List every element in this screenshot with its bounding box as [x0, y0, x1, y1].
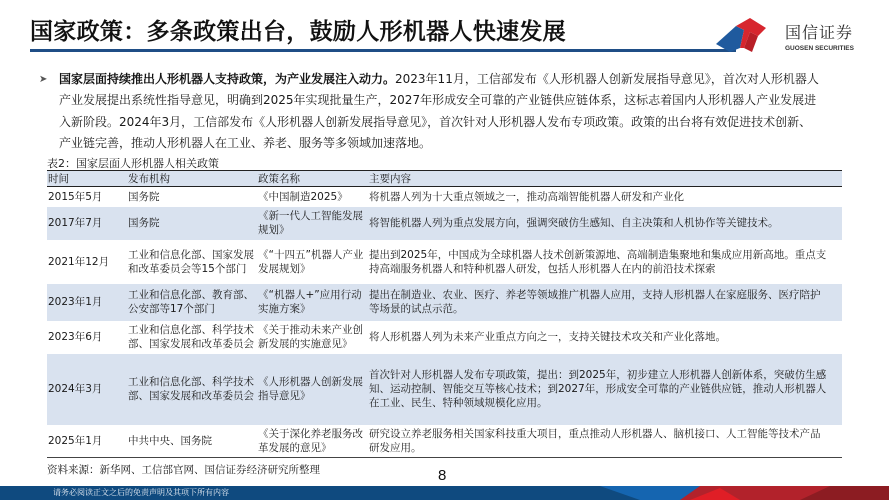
cell-policy: 《关于深化养老服务改革发展的意见》 — [257, 425, 368, 458]
table-row — [47, 425, 842, 458]
table-row — [47, 207, 842, 240]
cell-time: 2023年1月 — [47, 284, 127, 321]
summary-lead: 国家层面持续推出人形机器人支持政策，为产业发展注入动力。 — [59, 72, 396, 86]
summary-paragraph — [39, 69, 819, 154]
logo-name-cn: 国信证券 — [785, 23, 854, 42]
header-policy: 政策名称 — [257, 171, 368, 187]
cell-policy: 《“机器人+”应用行动实施方案》 — [257, 284, 368, 321]
table-row — [47, 354, 842, 425]
cell-issuer: 国务院 — [128, 190, 160, 203]
title-underline — [30, 49, 736, 52]
page-number: 8 — [438, 467, 447, 484]
table-row — [47, 284, 842, 321]
policy-table — [47, 170, 842, 458]
table-row — [47, 240, 842, 284]
cell-policy: 《中国制造2025》 — [258, 190, 348, 203]
cell-time: 2024年3月 — [47, 354, 127, 425]
table-caption: 表2：国家层面人形机器人相关政策 — [47, 157, 219, 170]
cell-content: 提出在制造业、农业、医疗、养老等领域推广机器人应用，支持人形机器人在家庭服务、医疗陪护等场景的试点示范。 — [368, 284, 842, 321]
table-source: 资料来源：新华网、工信部官网、国信证券经济研究所整理 — [47, 464, 320, 476]
cell-issuer: 国务院 — [127, 207, 257, 240]
footer-disclaimer: 请务必阅读正文之后的免责声明及其项下所有内容 — [53, 488, 229, 497]
logo-name-en: GUOSEN SECURITIES — [785, 45, 854, 52]
guosen-logo-icon — [714, 18, 780, 54]
cell-time: 2021年12月 — [48, 255, 110, 268]
header-issuer: 发布机构 — [127, 171, 257, 187]
cell-issuer: 中共中央、国务院 — [127, 425, 257, 458]
page-title: 国家政策：多条政策出台，鼓励人形机器人快速发展 — [30, 19, 566, 45]
cell-policy: 《人形机器人创新发展指导意见》 — [257, 354, 368, 425]
header-time: 时间 — [47, 171, 127, 187]
table-header-row — [47, 171, 842, 187]
cell-content: 研究设立养老服务相关国家科技重大项目，重点推动人形机器人、脑机接口、人工智能等技术产品研发应用。 — [368, 425, 842, 458]
cell-issuer: 工业和信息化部、科学技术部、国家发展和改革委员会 — [128, 324, 254, 350]
guosen-logo — [706, 14, 856, 54]
cell-content: 将机器人列为十大重点领域之一，推动高端智能机器人研发和产业化 — [369, 190, 684, 203]
cell-time: 2025年1月 — [47, 425, 127, 458]
footer-bar — [0, 486, 889, 500]
cell-policy: 《“十四五”机器人产业发展规划》 — [258, 248, 364, 275]
cell-policy: 《新一代人工智能发展规划》 — [257, 207, 368, 240]
cell-time: 2023年6月 — [48, 331, 103, 343]
cell-content: 首次针对人形机器人发布专项政策，提出：到2025年，初步建立人形机器人创新体系，突破仿生感知、运动控制、智能交互等核心技术；到2027年，形成安全可靠的产业链供应链，推动人形机器人在工业、民生、特种领域规模化应用。 — [368, 354, 842, 425]
header-content: 主要内容 — [368, 171, 842, 187]
cell-issuer: 工业和信息化部、科学技术部、国家发展和改革委员会 — [127, 354, 257, 425]
cell-content: 将智能机器人列为重点发展方向，强调突破仿生感知、自主决策和人机协作等关键技术。 — [368, 207, 842, 240]
cell-issuer: 工业和信息化部、国家发展和改革委员会等15个部门 — [128, 248, 254, 275]
table-row — [47, 321, 842, 354]
cell-content: 提出到2025年，中国成为全球机器人技术创新策源地、高端制造集聚地和集成应用新高地。重点支持高端服务机器人和特种机器人研发，包括人形机器人在内的前沿技术探索 — [369, 248, 827, 275]
cell-time: 2015年5月 — [48, 190, 103, 203]
table-row — [47, 187, 842, 207]
cell-policy: 《关于推动未来产业创新发展的实施意见》 — [258, 324, 363, 350]
cell-issuer: 工业和信息化部、教育部、公安部等17个部门 — [127, 284, 257, 321]
cell-content: 将人形机器人列为未来产业重点方向之一，支持关键技术攻关和产业化落地。 — [369, 331, 726, 343]
cell-time: 2017年7月 — [47, 207, 127, 240]
bullet-arrow-icon: ➤ — [39, 74, 48, 85]
summary-body: 2023年11月，工信部发布《人形机器人创新发展指导意见》，首次对人形机器人产业发展提出系统性指导意见，明确到2025年实现批量生产，2027年形成安全可靠的产业链供应链体系，这标志着国内人形机器人产业发展进入新阶段。2024年3月，工信部发布《人形机器人创新发展指导意见》，首次针对人形机器人发布专项政策。政策的出台将有效促进技术创新、产业链完善，推动人形机器人在工业、养老、服务等多领域加速落地。 — [59, 72, 819, 150]
